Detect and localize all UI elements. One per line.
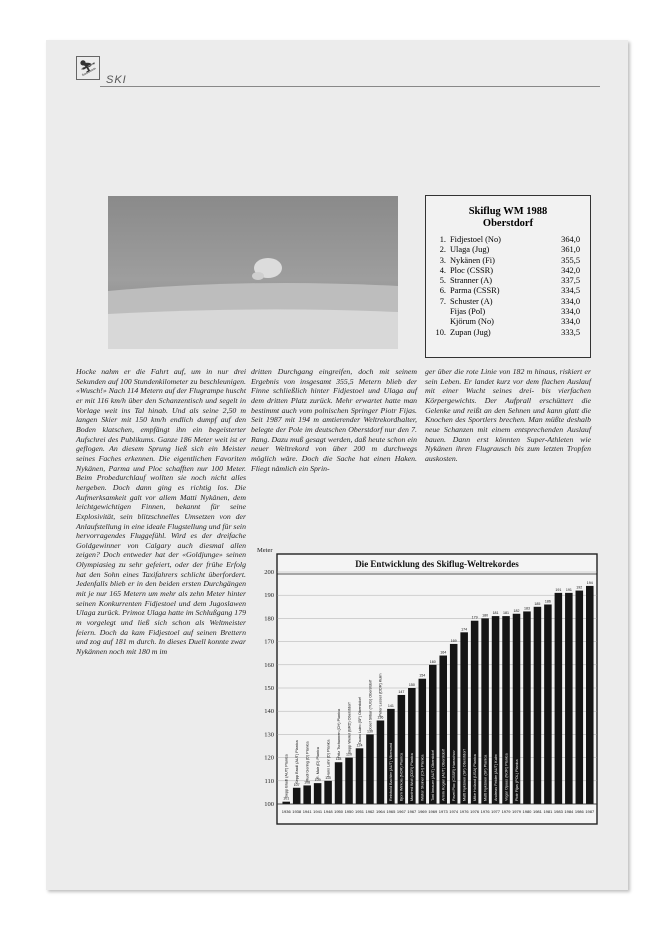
bar — [303, 785, 311, 804]
y-tick-label: 180 — [264, 615, 274, 623]
result-rank: 4. — [439, 265, 446, 275]
result-name: Schuster (A) — [450, 296, 493, 306]
y-tick-label: 100 — [264, 801, 274, 808]
y-tick-label: 120 — [264, 754, 274, 762]
results-title: Skiflug WM 1988 — [468, 206, 548, 217]
x-tick-label: 1979 — [501, 809, 511, 814]
bar-data-label: 110 — [325, 775, 331, 780]
bar — [293, 788, 301, 804]
bar-jumper-label: R. Mair (D) Planica — [315, 747, 320, 780]
x-tick-label: 1962 — [365, 809, 375, 814]
result-rank: 2. — [439, 245, 446, 255]
bar — [555, 593, 563, 804]
result-score: 337,5 — [561, 276, 580, 286]
bar — [324, 781, 332, 804]
bar-data-label: 118 — [335, 757, 342, 762]
result-name: Zupan (Jug) — [450, 327, 491, 337]
x-tick-label: 1936 — [281, 809, 291, 814]
result-rank: 6. — [439, 286, 446, 296]
bar-data-label: 183 — [523, 606, 530, 611]
x-tick-label: 1973 — [438, 809, 448, 814]
bar-data-label: 185 — [534, 601, 541, 606]
x-tick-label: 1938 — [292, 809, 302, 814]
bar — [534, 607, 542, 804]
article-col-2-text: dritten Durchgang eingreifen, doch mit seinem Ergebnis von insgesamt 355,5 Metern blieb der Finne schließlich hinter Fidjestoel und Ulaga auf dem dritten Platz zurück. Mehr erwartet hatte man bestimmt auch vom polnischen Springer Piotr Fijas. Seit 1987 mit 194 m amtierender Weltrekordhalter, belegte der Pole im deutschen Oberstdorf nur den 7. Rang. Dazu muß gesagt werden, daß heute schon ein neuer Weltrekord von über 200 m durchwegs möglich wäre. Doch die Sache hat einen Haken. Fliegt nämlich ein Sprin- — [251, 367, 417, 473]
result-score: 334,0 — [561, 317, 580, 327]
header-rule — [100, 86, 600, 87]
bar-jumper-label: Andreas Felder (AUT) Kulm — [493, 754, 498, 801]
result-name: Kjörum (No) — [450, 317, 494, 327]
bar — [377, 720, 385, 804]
bar-jumper-label: Sepp Bradl (AUT) Planica — [284, 754, 289, 798]
bar-data-label: 141 — [387, 703, 394, 708]
bar-data-label: 154 — [419, 673, 426, 678]
result-name: Fidjestoel (No) — [450, 235, 501, 244]
bar-data-label: 192 — [576, 585, 583, 590]
x-tick-label: 1967 — [407, 809, 417, 814]
y-tick-label: 150 — [264, 685, 274, 692]
result-score: 361,0 — [561, 245, 580, 255]
result-row — [426, 276, 590, 286]
chart-svg — [255, 544, 600, 834]
bar — [345, 758, 353, 804]
chart-title: Die Entwicklung des Skiflug-Weltrekordes — [355, 559, 519, 569]
bar-jumper-label: Sepp Weiler (BRD) Oberstdorf — [347, 702, 352, 754]
bar-data-label: 109 — [314, 778, 321, 783]
bar-data-label: 147 — [398, 689, 405, 694]
bar-data-label: 124 — [356, 743, 363, 748]
x-tick-label: 1950 — [334, 809, 344, 814]
bar-data-label: 174 — [461, 627, 468, 632]
x-tick-label: 1981 — [543, 809, 553, 814]
bar-data-label: 136 — [377, 715, 384, 720]
result-row — [426, 317, 590, 327]
y-tick-label: 190 — [264, 592, 274, 600]
result-rank: 1. — [439, 235, 446, 244]
result-rank: 5. — [439, 276, 446, 286]
y-tick-label: 110 — [264, 777, 274, 785]
result-score: 333,5 — [561, 327, 580, 337]
results-subtitle: Oberstdorf — [482, 218, 534, 229]
bar-jumper-label: Piotr Fijas (POL) Planica — [514, 759, 519, 801]
bar-data-label: 191 — [565, 587, 572, 592]
y-tick-label: 130 — [264, 731, 274, 739]
result-row — [426, 297, 590, 307]
x-tick-label: 1941 — [313, 809, 323, 814]
x-tick-label: 1977 — [491, 809, 501, 814]
result-score: 364,0 — [561, 235, 580, 244]
result-score: 334,0 — [561, 296, 580, 306]
bar-jumper-label: Vegar Opaas (NOR) Planica — [504, 753, 509, 801]
x-tick-label: 1974 — [449, 809, 459, 814]
x-tick-label: 1950 — [344, 809, 354, 814]
y-tick-label: 170 — [264, 638, 274, 646]
x-tick-label: 1983 — [553, 809, 563, 814]
result-rank: 3. — [439, 255, 446, 265]
bar-data-label: 186 — [544, 599, 551, 604]
ski-photo — [108, 196, 398, 349]
record-chart — [255, 544, 600, 834]
bar-jumper-label: Hans Lahr (D) Planica — [326, 739, 331, 777]
bar-jumper-label: Sepp Bradl (AUT) Planica — [295, 740, 299, 784]
result-score: 334,5 — [561, 286, 580, 296]
bar — [356, 748, 364, 804]
bar-data-label: 181 — [492, 611, 499, 616]
result-rank — [434, 317, 446, 327]
article-col-1 — [76, 367, 246, 657]
bar-data-label: 120 — [346, 752, 353, 757]
x-tick-label: 1948 — [323, 809, 333, 814]
x-tick-label: 1987 — [585, 809, 595, 814]
x-tick-label: 1981 — [532, 809, 542, 814]
y-tick-label: 160 — [264, 661, 274, 669]
result-score: 355,5 — [561, 255, 580, 265]
bar-data-label: 108 — [304, 780, 311, 785]
x-tick-label: 1976 — [470, 809, 480, 814]
bar-data-label: 182 — [513, 608, 520, 613]
bar-jumper-label: Armin Kogler (AUT) Oberstdorf — [441, 748, 446, 801]
bar-data-label: 180 — [482, 613, 489, 618]
x-tick-label: 1979 — [512, 809, 521, 814]
result-row — [426, 256, 590, 266]
bar-data-label: 181 — [503, 611, 510, 616]
bar-jumper-label: Toni Innauer (AUT) Oberstdorf — [431, 749, 436, 801]
result-row — [426, 245, 590, 255]
x-tick-label: 1965 — [386, 809, 396, 814]
bar-jumper-label: Walter Steiner (CH) Planica — [420, 754, 425, 801]
bar-jumper-label: Reinhold Bachler (AUT) Vikersund — [389, 743, 394, 801]
x-tick-label: 1980 — [522, 809, 532, 814]
bar-data-label: 191 — [555, 587, 562, 592]
bar-jumper-label: Matti Nykänen (SF) Planica — [483, 754, 488, 801]
bar-data-label: 150 — [408, 683, 415, 687]
bar-jumper-label: Fritz Tschannen (CH) Planica — [336, 708, 341, 759]
article-col-3 — [425, 367, 591, 464]
bar-jumper-label: Rudi Gering (D) Planica — [305, 741, 310, 782]
bar — [523, 611, 531, 804]
article-col-3-text: ger über die rote Linie von 182 m hinaus, riskiert er sein Leben. Er landet kurz vor dem flachen Auslauf mit einer Wucht seines drei- bis vierfachen Körpergewichts. Der Aufprall erschüttert die Gelenke und reißt an den Sehnen und kann glatt die Knochen des Sportlers brechen. Man müßte deshalb neue Schanzen mit einem entsprechenden Auslauf bauen. Dann erst könnten Super-Athleten wie Nykänen ihren Flugrausch bis zum letzten Tropfen auskosten. — [425, 367, 591, 463]
results-box — [425, 195, 591, 358]
bar-data-label: 160 — [429, 659, 436, 664]
x-tick-label: 1976 — [480, 809, 490, 814]
y-tick-label: 140 — [264, 708, 274, 716]
bar — [576, 591, 584, 804]
article-col-1-text: Hocke nahm er die Fahrt auf, um in nur drei Sekunden auf 100 Stundenkilometer zu beschleunigen. «Wusch!» Nach 114 Metern auf der Flugrampe huscht er mit 116 km/h über den Schanzentisch und segelt in Vorlage weit ins Tal hinab. Und als seine 2,50 m langen Skier mit 150 km/h endlich dumpf auf den Boden klatschen, empfängt ihn ein begeisterter Aufschrei des Publikums. Ganze 186 Meter weit ist er geflogen. An diesem Sprung ließ sich ein Meister seines Faches erkennen. Die eigentlichen Favoriten Nykänen, Parma und Ploc schafften nur 100 Meter. Beim Probedurchlauf wollten sie noch nicht alles hergeben. Doch dann ging es richtig los. Die Aufmerksamkeit galt vor allem Matti Nykänen, dem leichtgewichtigen Finnen, bekannt für seine Explosivität, sein blitzschnelles Umsetzen von der Anlaufstellung in eine ideale Flugstellung und für sein hervorragendes Fluggefühl. Wird es der dreifache Goldgewinner von Calgary auch diesmal allen zeigen? Doch entweder hat der «Goldjunge» seinen Olympiasieg zu sehr gefeiert, oder der frühe Erfolg hat den Sohn eines Taxifahrers schlicht überfordert. Jedenfalls blieb er in den beiden ersten Durchgängen mit je nur 165 Metern um mehr als zehn Meter hinter seinen Konkurrenten Fidjestoel und dem Jugoslawen Ulaga zurück. Primoz Ulaga hatte im Schlußgang 179 m vorgelegt und ließ sich schon als Weltmeister feiern. Doch da kam Fidjestoel auf seinen Brettern und zog auf 181 m durch. In dieses Duell konnte zwar Nykännen noch mit 180 m im — [76, 367, 246, 657]
bar-jumper-label: Mike Holland (USA) Planica — [472, 754, 477, 801]
result-row — [426, 235, 590, 245]
x-tick-label: 1976 — [459, 809, 469, 814]
result-row — [426, 286, 590, 296]
bar-data-label: 179 — [471, 615, 478, 620]
bar-jumper-label: Tauno Luiro (SF) Oberstdorf — [357, 697, 362, 745]
result-row — [426, 328, 590, 338]
result-name: Parma (CSSR) — [450, 286, 500, 296]
bar-data-label: 107 — [293, 782, 300, 787]
bar-jumper-label: Manfred Wolf (DDR) Planica — [410, 753, 415, 801]
skier-logo-icon: ⛷ — [76, 56, 100, 80]
bar-data-label: 101 — [283, 796, 290, 801]
result-rank: 7. — [439, 296, 446, 306]
result-name: Ulaga (Jug) — [450, 245, 490, 255]
x-tick-label: 1951 — [355, 809, 364, 814]
result-score: 334,0 — [561, 307, 580, 317]
result-rank: 10. — [435, 327, 446, 337]
results-list — [426, 235, 590, 338]
bar-data-label: 164 — [440, 650, 447, 655]
y-axis-label: Meter — [257, 547, 273, 554]
x-tick-label: 1986 — [574, 809, 584, 814]
bar — [565, 593, 573, 804]
x-tick-label: 1969 — [428, 809, 438, 814]
x-tick-label: 1984 — [564, 809, 574, 814]
bar-jumper-label: Matti Nykänen (SF) Oberstdorf — [462, 749, 467, 801]
result-name: Ploc (CSSR) — [450, 265, 494, 275]
bar — [314, 783, 322, 804]
section-title: SKI — [106, 74, 127, 86]
bar — [366, 734, 374, 804]
result-rank — [434, 307, 446, 317]
bar-jumper-label: Pavel Ploc (CSSR) Harrachov — [452, 750, 456, 801]
bar — [586, 586, 594, 804]
bar — [544, 604, 552, 804]
y-tick-label: 200 — [264, 569, 274, 576]
bar-data-label: 130 — [366, 729, 373, 734]
result-score: 342,0 — [561, 265, 580, 275]
bar-jumper-label: Josef Slibar (YUG) Oberstdorf — [368, 679, 373, 731]
x-tick-label: 1969 — [417, 809, 427, 814]
bar-data-label: 194 — [586, 580, 593, 585]
bar-jumper-label: Bjorn Wirkola (NOR) Planica — [399, 752, 404, 801]
result-row — [426, 266, 590, 276]
result-name: Nykänen (Fi) — [450, 255, 495, 265]
x-tick-label: 1967 — [396, 809, 406, 814]
result-name: Fijas (Pol) — [450, 307, 486, 317]
result-row — [426, 307, 590, 317]
article-col-2 — [251, 367, 417, 473]
x-tick-label: 1964 — [375, 809, 385, 814]
x-tick-label: 1941 — [302, 809, 312, 814]
bar — [335, 762, 343, 804]
result-name: Stranner (A) — [450, 276, 493, 286]
bar-data-label: 169 — [450, 638, 457, 643]
bar-jumper-label: Peter Lesser (DDR) Kulm — [378, 673, 383, 717]
